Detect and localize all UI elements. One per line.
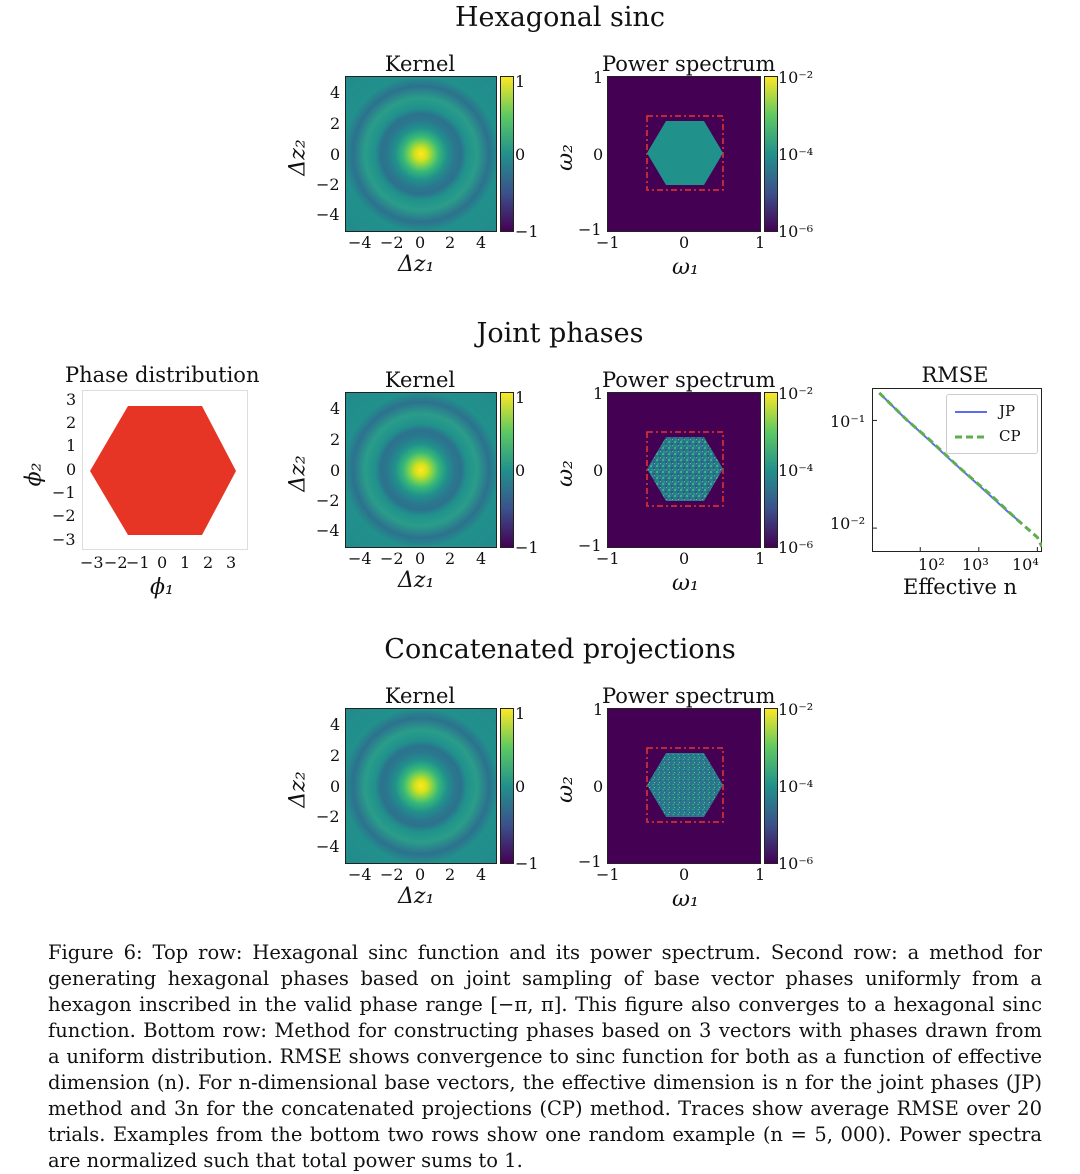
- cbar-tick: 10⁻⁶: [778, 854, 814, 873]
- ytick: 1: [66, 436, 77, 455]
- ytick: −1: [578, 536, 602, 555]
- cbar-tick: 0: [515, 777, 526, 796]
- phase-xlabel: ϕ₁: [150, 575, 174, 600]
- xtick: 4: [476, 865, 487, 884]
- cbar-tick: 10⁻⁶: [778, 538, 814, 557]
- spectrum-hexagon: [647, 437, 723, 501]
- cbar-tick: 1: [515, 72, 526, 91]
- row-title-top: Hexagonal sinc: [454, 2, 666, 33]
- xtick: 0: [415, 549, 426, 568]
- spectrum-colorbar: [764, 708, 778, 864]
- legend-cp-label: CP: [999, 427, 1021, 445]
- ytick: −3: [52, 530, 76, 549]
- cbar-tick: 10⁻²: [778, 384, 814, 403]
- phase-title: Phase distribution: [65, 363, 260, 387]
- rmse-xtick: 10⁴: [1012, 555, 1039, 574]
- xtick: 0: [415, 233, 426, 252]
- xtick: −1: [126, 553, 150, 572]
- xtick: −4: [348, 233, 372, 252]
- xtick: −2: [380, 549, 404, 568]
- cbar-tick: 10⁻⁶: [778, 222, 814, 241]
- spectrum-ylabel: ω₂: [552, 776, 578, 803]
- ytick: −2: [52, 506, 76, 525]
- kernel-title: Kernel: [384, 368, 456, 392]
- ytick: 3: [66, 390, 77, 409]
- xtick: 1: [180, 553, 191, 572]
- figure-caption: Figure 6: Top row: Hexagonal sinc function and its power spectrum. Second row: a method for generating hexagonal phases based on joint sampling of base vector phases uniformly from a hexagon inscribed in the valid phase range [−π, π]. This figure also converges to a hexagonal sinc function. Bottom row: Method for constructing phases based on 3 vectors with phases drawn from a uniform distribution. RMSE shows convergence to sinc function for both as a function of effective dimension (n). For n-dimensional base vectors, the effective dimension is n for the joint phases (JP) method and 3n for the concatenated projections (CP) method. Traces show average RMSE over 20 trials. Examples from the bottom two rows show one random example (n = 5, 000). Power spectra are normalized such that total power sums to 1.: [48, 941, 1042, 1172]
- spectrum-xlabel: ω₁: [672, 887, 699, 912]
- xtick: −4: [348, 549, 372, 568]
- kernel-xlabel: Δz₁: [398, 568, 435, 593]
- kernel-xlabel: Δz₁: [398, 884, 435, 909]
- xtick: 0: [679, 549, 690, 568]
- phase-plot: [82, 390, 248, 550]
- kernel-title: Kernel: [384, 684, 456, 708]
- rmse-xtick: 10³: [962, 555, 989, 574]
- spectrum-hexagon: [608, 77, 760, 231]
- xtick: 1: [755, 233, 766, 252]
- spectrum-heatmap: [607, 76, 761, 232]
- cbar-tick: 10⁻²: [778, 68, 814, 87]
- kernel-title: Kernel: [384, 52, 456, 76]
- ytick: −2: [316, 807, 340, 826]
- ytick: 2: [330, 114, 341, 133]
- xtick: −3: [80, 553, 104, 572]
- ytick: 0: [593, 777, 604, 796]
- kernel-heatmap: [345, 76, 497, 232]
- ytick: 0: [593, 461, 604, 480]
- spectrum-xlabel: ω₁: [672, 571, 699, 596]
- spectrum-title: Power spectrum: [602, 368, 776, 392]
- kernel-colorbar: [500, 708, 514, 864]
- xtick: 2: [203, 553, 214, 572]
- xtick: 1: [755, 549, 766, 568]
- ytick: −2: [316, 175, 340, 194]
- ytick: 0: [593, 145, 604, 164]
- spectrum-heatmap: [607, 708, 761, 864]
- xtick: 2: [445, 549, 456, 568]
- xtick: 1: [755, 865, 766, 884]
- kernel-xlabel: Δz₁: [398, 252, 435, 277]
- xtick: −2: [380, 233, 404, 252]
- ytick: −4: [316, 521, 340, 540]
- ytick: −4: [316, 205, 340, 224]
- phase-ylabel: ϕ₂: [21, 462, 47, 487]
- rmse-ytick: 10⁻¹: [830, 412, 866, 431]
- row-title-bottom: Concatenated projections: [384, 634, 736, 665]
- cbar-tick: 10⁻⁴: [778, 461, 814, 480]
- ytick: 0: [330, 145, 341, 164]
- spectrum-colorbar: [764, 76, 778, 232]
- kernel-ylabel: Δz₂: [285, 139, 311, 176]
- spectrum-heatmap: [607, 392, 761, 548]
- xtick: −2: [380, 865, 404, 884]
- ytick: 1: [593, 68, 604, 87]
- xtick: −4: [348, 865, 372, 884]
- kernel-heatmap: [345, 708, 497, 864]
- ytick: −2: [316, 491, 340, 510]
- xtick: 4: [476, 233, 487, 252]
- xtick: −2: [104, 553, 128, 572]
- ytick: −4: [316, 837, 340, 856]
- xtick: 2: [445, 233, 456, 252]
- ytick: 0: [330, 461, 341, 480]
- spectrum-ylabel: ω₂: [552, 144, 578, 171]
- xtick: 0: [679, 233, 690, 252]
- xtick: 0: [415, 865, 426, 884]
- row-title-middle: Joint phases: [476, 318, 644, 349]
- kernel-colorbar: [500, 76, 514, 232]
- xtick: −1: [596, 549, 620, 568]
- rmse-xlabel: Effective n: [903, 575, 1018, 599]
- kernel-ylabel: Δz₂: [285, 771, 311, 808]
- rmse-xtick: 10²: [918, 555, 945, 574]
- ytick: 0: [330, 777, 341, 796]
- cbar-tick: 10⁻⁴: [778, 777, 814, 796]
- cbar-tick: 1: [515, 704, 526, 723]
- xtick: 4: [476, 549, 487, 568]
- spectrum-title: Power spectrum: [602, 684, 776, 708]
- cbar-tick: −1: [515, 538, 539, 557]
- ytick: 4: [330, 399, 341, 418]
- ytick: −1: [52, 483, 76, 502]
- rmse-title: RMSE: [921, 363, 989, 387]
- ytick: −1: [578, 852, 602, 871]
- xtick: −1: [596, 865, 620, 884]
- cbar-tick: 0: [515, 461, 526, 480]
- ytick: 1: [593, 700, 604, 719]
- ytick: 0: [66, 460, 77, 479]
- cbar-tick: −1: [515, 854, 539, 873]
- ytick: 4: [330, 83, 341, 102]
- cbar-tick: −1: [515, 222, 539, 241]
- spectrum-hexagon: [647, 753, 723, 817]
- spectrum-title: Power spectrum: [602, 52, 776, 76]
- xtick: 0: [157, 553, 168, 572]
- xtick: 0: [679, 865, 690, 884]
- kernel-colorbar: [500, 392, 514, 548]
- ytick: 2: [66, 413, 77, 432]
- rmse-ytick: 10⁻²: [830, 514, 866, 533]
- ytick: −1: [578, 220, 602, 239]
- ytick: 1: [593, 384, 604, 403]
- xtick: 2: [445, 865, 456, 884]
- cbar-tick: 0: [515, 145, 526, 164]
- xtick: 3: [226, 553, 237, 572]
- ytick: 2: [330, 430, 341, 449]
- ytick: 2: [330, 746, 341, 765]
- xtick: −1: [596, 233, 620, 252]
- kernel-ylabel: Δz₂: [285, 455, 311, 492]
- kernel-heatmap: [345, 392, 497, 548]
- cbar-tick: 1: [515, 388, 526, 407]
- ytick: 4: [330, 715, 341, 734]
- cbar-tick: 10⁻²: [778, 700, 814, 719]
- spectrum-xlabel: ω₁: [672, 255, 699, 280]
- legend-jp-label: JP: [999, 402, 1016, 420]
- spectrum-ylabel: ω₂: [552, 460, 578, 487]
- spectrum-colorbar: [764, 392, 778, 548]
- cbar-tick: 10⁻⁴: [778, 145, 814, 164]
- phase-hexagon: [90, 406, 236, 535]
- rmse-legend: [946, 394, 1038, 454]
